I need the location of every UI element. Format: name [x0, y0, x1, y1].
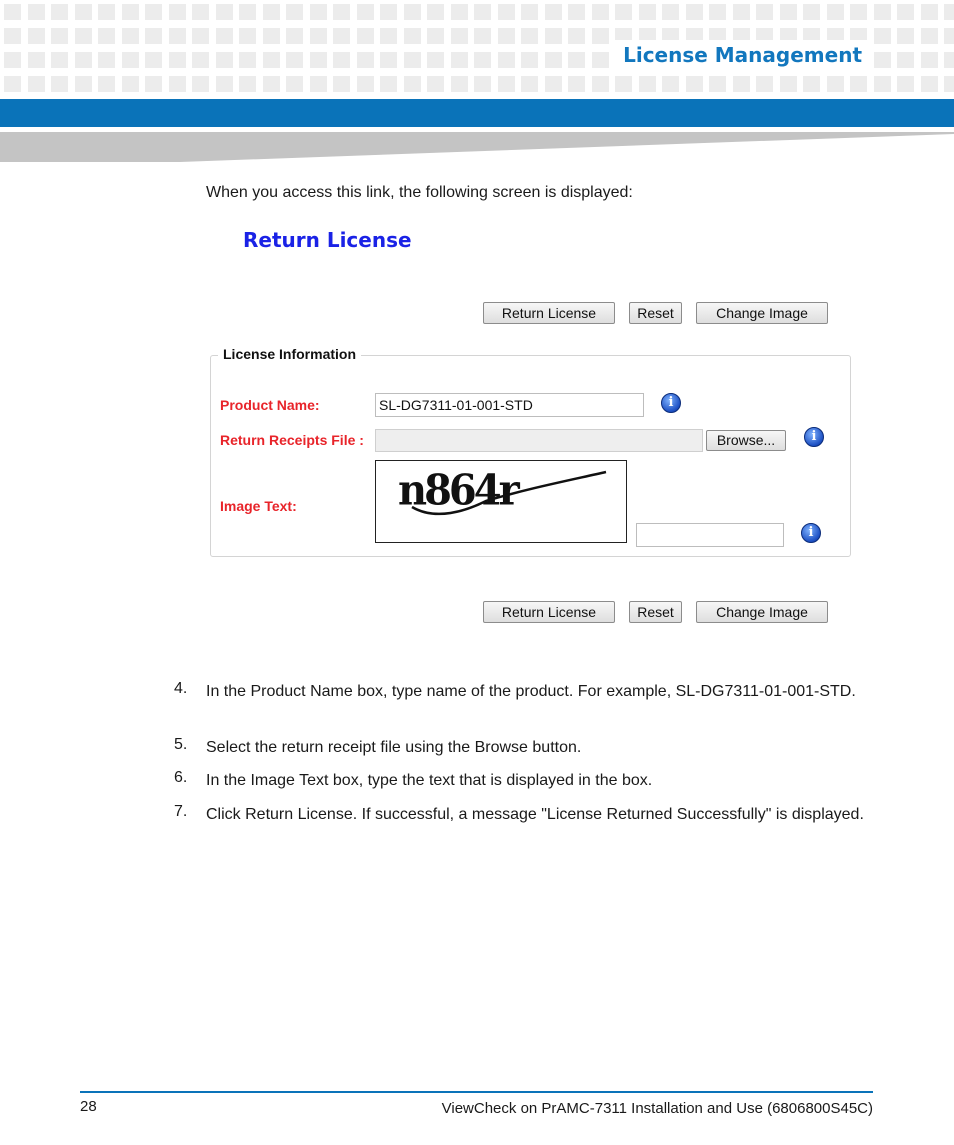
header-pattern-square	[4, 52, 21, 68]
header-pattern-square	[98, 28, 115, 44]
header-pattern-square	[568, 4, 585, 20]
header-pattern-square	[827, 76, 844, 92]
captcha-image	[375, 460, 627, 543]
product-name-label: Product Name:	[220, 397, 320, 413]
header-pattern-square	[4, 28, 21, 44]
header-pattern-square	[75, 52, 92, 68]
step-text: Select the return receipt file using the Browse button.	[206, 739, 582, 756]
header-pattern-square	[756, 76, 773, 92]
header-pattern-square	[310, 52, 327, 68]
header-bar	[0, 99, 954, 127]
reset-button[interactable]: Reset	[629, 302, 682, 324]
step-number: 7.	[174, 803, 188, 820]
header-pattern-square	[51, 52, 68, 68]
return-license-heading: Return License	[243, 228, 412, 252]
header-pattern-square	[568, 28, 585, 44]
return-license-button[interactable]: Return License	[483, 302, 615, 324]
header-pattern-square	[874, 28, 891, 44]
header-pattern-square	[451, 28, 468, 44]
header-pattern-square	[474, 52, 491, 68]
header-pattern-square	[75, 28, 92, 44]
header-swoosh	[0, 132, 954, 162]
header-pattern-square	[216, 76, 233, 92]
header-pattern-square	[545, 28, 562, 44]
header-pattern-square	[380, 28, 397, 44]
header-pattern-square	[310, 76, 327, 92]
return-license-button-bottom[interactable]: Return License	[483, 601, 615, 623]
header-pattern-square	[897, 76, 914, 92]
header-pattern-square	[874, 76, 891, 92]
header-pattern-square	[75, 4, 92, 20]
header-pattern-square	[263, 52, 280, 68]
header-pattern-square	[333, 52, 350, 68]
header-pattern-square	[639, 4, 656, 20]
header-pattern-square	[310, 4, 327, 20]
receipts-file-input[interactable]	[375, 429, 703, 452]
header-pattern-square	[568, 76, 585, 92]
header-pattern-square	[662, 76, 679, 92]
header-pattern-square	[874, 4, 891, 20]
header-pattern-square	[263, 4, 280, 20]
header-pattern-square	[51, 28, 68, 44]
header-pattern-square	[427, 28, 444, 44]
header-pattern-square	[498, 28, 515, 44]
change-image-button-bottom[interactable]: Change Image	[696, 601, 828, 623]
header-pattern-square	[404, 76, 421, 92]
header-pattern-square	[733, 4, 750, 20]
header-pattern-square	[427, 4, 444, 20]
header-pattern-square	[803, 4, 820, 20]
header-pattern-square	[239, 52, 256, 68]
header-pattern-square	[474, 28, 491, 44]
header-pattern-square	[310, 28, 327, 44]
header-pattern-square	[216, 52, 233, 68]
header-pattern-square	[897, 52, 914, 68]
header-pattern-square	[51, 76, 68, 92]
header-pattern-square	[897, 28, 914, 44]
header-pattern-square	[921, 4, 938, 20]
reset-button-bottom[interactable]: Reset	[629, 601, 682, 623]
image-text-label: Image Text:	[220, 498, 297, 514]
header-pattern-square	[568, 52, 585, 68]
header-pattern-square	[145, 52, 162, 68]
header-pattern-square	[192, 4, 209, 20]
header-pattern-square	[169, 52, 186, 68]
header-pattern-square	[333, 76, 350, 92]
header-pattern-square	[28, 28, 45, 44]
header-pattern-square	[498, 76, 515, 92]
header-pattern-square	[239, 28, 256, 44]
header-pattern-square	[380, 4, 397, 20]
header-pattern-square	[850, 4, 867, 20]
header-pattern-square	[4, 4, 21, 20]
header-pattern-square	[169, 4, 186, 20]
section-title: License Management	[611, 40, 874, 70]
header-pattern-square	[98, 76, 115, 92]
header-pattern-square	[921, 76, 938, 92]
info-icon[interactable]: i	[804, 427, 824, 447]
header-pattern-square	[28, 4, 45, 20]
header-pattern-square	[51, 4, 68, 20]
step-number: 5.	[174, 736, 188, 753]
header-pattern-square	[122, 28, 139, 44]
header-pattern-square	[874, 52, 891, 68]
change-image-button[interactable]: Change Image	[696, 302, 828, 324]
header-pattern-square	[98, 4, 115, 20]
header-pattern-square	[521, 76, 538, 92]
header-pattern-square	[592, 52, 609, 68]
header-pattern-square	[498, 4, 515, 20]
step-text: In the Product Name box, type name of the product. For example, SL-DG7311-01-001-STD.	[206, 683, 856, 700]
header-pattern-square	[145, 76, 162, 92]
header-pattern-square	[451, 4, 468, 20]
header-pattern-square	[263, 76, 280, 92]
header-pattern-square	[357, 52, 374, 68]
header-pattern-square	[545, 76, 562, 92]
header-pattern-square	[286, 28, 303, 44]
header-pattern-square	[709, 76, 726, 92]
header-pattern-square	[944, 76, 954, 92]
header-pattern-square	[333, 4, 350, 20]
header-pattern-square	[615, 76, 632, 92]
header-pattern-square	[944, 28, 954, 44]
captcha-noise-line	[376, 461, 627, 543]
header-pattern-square	[122, 52, 139, 68]
fieldset-legend: License Information	[218, 346, 361, 362]
header-pattern-square	[897, 4, 914, 20]
intro-text: When you access this link, the following screen is displayed:	[206, 184, 633, 201]
header-pattern-square	[333, 28, 350, 44]
header-pattern-square	[216, 4, 233, 20]
header-pattern-square	[545, 52, 562, 68]
header-pattern-square	[592, 76, 609, 92]
header-pattern-square	[662, 4, 679, 20]
header-pattern-square	[4, 76, 21, 92]
step-text: Click Return License. If successful, a message "License Returned Successfully" is displayed.	[206, 806, 864, 823]
header-pattern-square	[944, 4, 954, 20]
header-pattern-square	[286, 52, 303, 68]
header-pattern-square	[850, 76, 867, 92]
header-pattern-square	[780, 4, 797, 20]
header-pattern-square	[357, 4, 374, 20]
header-pattern-square	[921, 28, 938, 44]
header-pattern-square	[592, 4, 609, 20]
header-pattern-square	[521, 4, 538, 20]
header-pattern-square	[192, 28, 209, 44]
header-pattern-square	[451, 52, 468, 68]
header-pattern-square	[145, 28, 162, 44]
header-pattern-square	[733, 76, 750, 92]
header-pattern-square	[521, 52, 538, 68]
header-pattern-square	[686, 76, 703, 92]
image-text-input[interactable]	[636, 523, 784, 547]
header-pattern-square	[169, 28, 186, 44]
header-pattern-square	[592, 28, 609, 44]
header-pattern-square	[192, 52, 209, 68]
captcha-text: n864r	[398, 465, 517, 516]
header-pattern-square	[122, 4, 139, 20]
header-pattern-square	[286, 76, 303, 92]
step-number: 6.	[174, 769, 188, 786]
header-pattern-square	[803, 76, 820, 92]
footer-rule	[80, 1091, 873, 1093]
header-pattern-square	[780, 76, 797, 92]
header-pattern-square	[216, 28, 233, 44]
header-pattern-square	[98, 52, 115, 68]
header-pattern-square	[404, 4, 421, 20]
product-name-input[interactable]: SL-DG7311-01-001-STD	[375, 393, 644, 417]
header-pattern-square	[615, 4, 632, 20]
header-pattern-square	[75, 76, 92, 92]
header-pattern-square	[122, 76, 139, 92]
header-pattern-square	[451, 76, 468, 92]
header-pattern-square	[239, 76, 256, 92]
info-icon[interactable]: i	[661, 393, 681, 413]
header-pattern-square	[474, 4, 491, 20]
browse-button[interactable]: Browse...	[706, 430, 786, 451]
header-pattern-square	[827, 4, 844, 20]
header-pattern-square	[498, 52, 515, 68]
header-pattern-square	[427, 52, 444, 68]
header-pattern-square	[286, 4, 303, 20]
header-pattern-square	[357, 76, 374, 92]
header-pattern-square	[521, 28, 538, 44]
header-pattern-square	[192, 76, 209, 92]
header-pattern-square	[169, 76, 186, 92]
header-pattern-square	[639, 76, 656, 92]
header-pattern-square	[357, 28, 374, 44]
header-pattern-square	[380, 76, 397, 92]
header-pattern-square	[404, 28, 421, 44]
header-pattern-square	[404, 52, 421, 68]
step-text: In the Image Text box, type the text that is displayed in the box.	[206, 772, 653, 789]
header-pattern-square	[756, 4, 773, 20]
page-number: 28	[80, 1098, 97, 1115]
header-pattern-square	[709, 4, 726, 20]
header-pattern-square	[28, 52, 45, 68]
header-pattern-square	[427, 76, 444, 92]
header-pattern-square	[263, 28, 280, 44]
header-pattern-square	[474, 76, 491, 92]
header-pattern-square	[921, 52, 938, 68]
header-pattern-square	[239, 4, 256, 20]
header-pattern-square	[28, 76, 45, 92]
return-receipts-file-label: Return Receipts File :	[220, 432, 364, 448]
header-pattern-square	[145, 4, 162, 20]
header-pattern-square	[686, 4, 703, 20]
step-number: 4.	[174, 680, 188, 697]
header-pattern-square	[944, 52, 954, 68]
document-title: ViewCheck on PrAMC-7311 Installation and Use (6806800S45C)	[441, 1100, 873, 1117]
header-pattern-square	[380, 52, 397, 68]
header-pattern-square	[545, 4, 562, 20]
info-icon[interactable]: i	[801, 523, 821, 543]
